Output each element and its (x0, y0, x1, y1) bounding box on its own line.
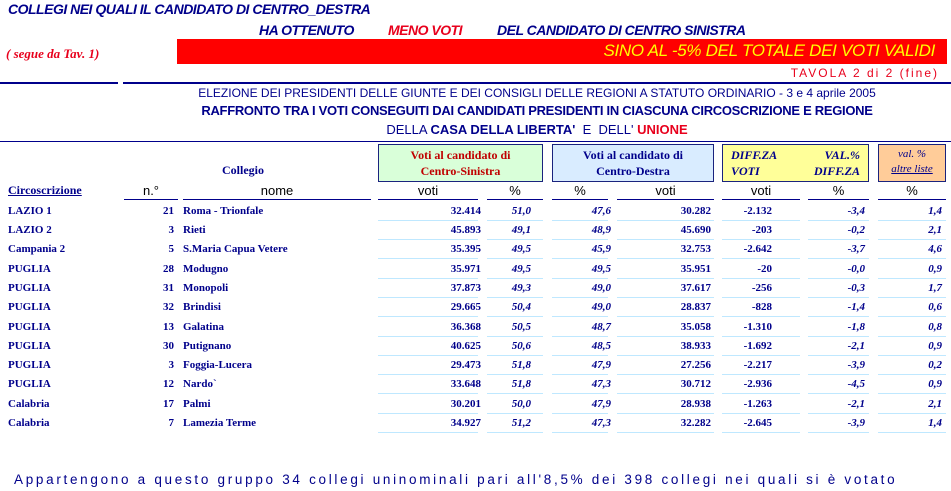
cell-circoscrizione: PUGLIA (8, 301, 51, 313)
cell-n: 17 (163, 398, 174, 410)
cell-voti-cd: 32.282 (680, 417, 711, 429)
cell-nome: Palmi (183, 398, 211, 410)
cell-voti-cs: 32.414 (450, 205, 481, 217)
row-separator (617, 297, 714, 298)
cell-pct-cd: 45,9 (591, 243, 611, 255)
row-separator (808, 297, 869, 298)
row-separator (722, 258, 800, 259)
cell-n: 3 (168, 224, 174, 236)
cell-pct-cs: 49,1 (511, 224, 531, 236)
divider-left (0, 82, 118, 84)
cell-diff-voti: -1.310 (743, 321, 772, 333)
subheader-voti-cd: voti (655, 183, 676, 198)
row-separator (378, 413, 478, 414)
cell-circoscrizione: LAZIO 1 (8, 205, 52, 217)
cell-voti-cs: 45.893 (450, 224, 481, 236)
table-row (0, 279, 951, 298)
row-separator (878, 336, 946, 337)
cell-circoscrizione: Campania 2 (8, 243, 66, 255)
header-centro-destra (552, 144, 714, 182)
cell-circoscrizione: PUGLIA (8, 321, 51, 333)
cell-circoscrizione: PUGLIA (8, 282, 51, 294)
header-cd-line2: Centro-Destra (596, 164, 670, 178)
cell-voti-cd: 28.938 (680, 398, 711, 410)
cell-pct-cs: 51,0 (511, 205, 531, 217)
cell-pct-cs: 51,8 (511, 359, 531, 371)
row-separator (552, 336, 608, 337)
cell-diff-voti: -20 (757, 263, 772, 275)
cell-diff-voti: -203 (751, 224, 772, 236)
row-separator (617, 432, 714, 433)
cell-nome: S.Maria Capua Vetere (183, 243, 288, 255)
row-separator (378, 258, 478, 259)
row-separator (808, 393, 869, 394)
footer-note: Appartengono a questo gruppo 34 collegi uninominali pari all'8,5% dei 398 collegi nei quali si è votato (14, 472, 898, 487)
cell-voti-cd: 35.058 (680, 321, 711, 333)
cell-diff-pct: -3,9 (847, 417, 865, 429)
row-separator (552, 316, 608, 317)
cell-voti-cs: 35.395 (450, 243, 481, 255)
cell-nome: Galatina (183, 321, 224, 333)
cell-nome: Rieti (183, 224, 206, 236)
cell-pct-cs: 50,5 (511, 321, 531, 333)
header-cd-line1: Voti al candidato di (583, 148, 683, 162)
cell-pct-cs: 50,6 (511, 340, 531, 352)
cell-pct-cd: 47,3 (591, 417, 611, 429)
subheader-pct-cs: % (509, 183, 521, 198)
row-separator (552, 220, 608, 221)
row-separator (617, 278, 714, 279)
coalitions-e-dell: E DELL' (575, 122, 638, 137)
cell-nome: Nardo` (183, 378, 217, 390)
election-subtitle: ELEZIONE DEI PRESIDENTI DELLE GIUNTE E DEI CONSIGLI DELLE REGIONI A STATUTO ORDINARIO - 3 e 4 aprile 2005 (198, 86, 876, 100)
cell-nome: Monopoli (183, 282, 229, 294)
cell-n: 28 (163, 263, 174, 275)
table-top-rule (0, 141, 951, 142)
subheader-pct-cd: % (574, 183, 586, 198)
row-separator (487, 316, 543, 317)
header-diff-voti-b: VOTI (731, 164, 760, 178)
divider-right (123, 82, 951, 84)
row-separator (808, 432, 869, 433)
row-separator (617, 220, 714, 221)
cell-pct-cd: 49,5 (591, 263, 611, 275)
row-separator (722, 355, 800, 356)
report-title-meno-voti: MENO VOTI (388, 22, 463, 38)
cell-pct-cd: 47,6 (591, 205, 611, 217)
row-separator (552, 374, 608, 375)
subheader-diff-voti: voti (750, 183, 772, 198)
cell-n: 30 (163, 340, 174, 352)
header-altre-line2: altre liste (891, 163, 933, 175)
cell-circoscrizione: PUGLIA (8, 359, 51, 371)
row-separator (878, 278, 946, 279)
cell-voti-cd: 30.282 (680, 205, 711, 217)
table-row (0, 260, 951, 279)
cell-diff-voti: -1.263 (743, 398, 772, 410)
cell-n: 13 (163, 321, 174, 333)
coalitions-subtitle (123, 122, 951, 137)
row-separator (487, 258, 543, 259)
cell-diff-pct: -0,2 (847, 224, 865, 236)
cell-voti-cs: 30.201 (450, 398, 481, 410)
cell-pct-cd: 48,9 (591, 224, 611, 236)
row-separator (552, 413, 608, 414)
cell-circoscrizione: PUGLIA (8, 378, 51, 390)
cell-diff-pct: -1,8 (847, 321, 865, 333)
rule-n (124, 199, 178, 200)
cell-pct-cs: 50,0 (511, 398, 531, 410)
row-separator (487, 374, 543, 375)
cell-voti-cs: 29.473 (450, 359, 481, 371)
cell-diff-voti: -2.642 (743, 243, 772, 255)
cell-voti-cs: 35.971 (450, 263, 481, 275)
row-separator (378, 220, 478, 221)
cell-diff-voti: -2.645 (743, 417, 772, 429)
cell-voti-cd: 38.933 (680, 340, 711, 352)
header-diff-pct-b: DIFF.ZA (813, 164, 860, 178)
threshold-banner-text: SINO AL -5% DEL TOTALE DEI VOTI VALIDI (603, 41, 935, 60)
cell-pct-cd: 48,5 (591, 340, 611, 352)
row-separator (878, 413, 946, 414)
cell-diff-voti: -828 (751, 301, 772, 313)
cell-altre-pct: 0,9 (928, 263, 942, 275)
subheader-diff-pct: % (832, 183, 845, 198)
row-separator (617, 413, 714, 414)
cell-diff-pct: -3,4 (847, 205, 865, 217)
row-separator (878, 374, 946, 375)
cell-nome: Modugno (183, 263, 229, 275)
row-separator (722, 278, 800, 279)
row-separator (487, 239, 543, 240)
row-separator (808, 413, 869, 414)
row-separator (378, 336, 478, 337)
cell-n: 5 (168, 243, 174, 255)
cell-voti-cs: 29.665 (450, 301, 481, 313)
row-separator (808, 336, 869, 337)
rule-pct-cs (487, 199, 543, 200)
row-separator (808, 220, 869, 221)
row-separator (552, 239, 608, 240)
cell-pct-cd: 47,3 (591, 378, 611, 390)
cell-nome: Brindisi (183, 301, 221, 313)
row-separator (378, 374, 478, 375)
row-separator (808, 278, 869, 279)
cell-diff-voti: -2.217 (743, 359, 772, 371)
row-separator (378, 297, 478, 298)
row-separator (722, 432, 800, 433)
cell-diff-pct: -0,3 (847, 282, 865, 294)
cell-diff-voti: -1.692 (743, 340, 772, 352)
header-collegio: Collegio (222, 163, 264, 177)
cell-n: 12 (163, 378, 174, 390)
cell-n: 31 (163, 282, 174, 294)
row-separator (487, 393, 543, 394)
cell-voti-cd: 35.951 (680, 263, 711, 275)
table-row (0, 375, 951, 394)
row-separator (487, 336, 543, 337)
report-title-centro-sinistra: DEL CANDIDATO DI CENTRO SINISTRA (497, 22, 746, 38)
cell-diff-pct: -2,1 (847, 340, 865, 352)
cell-circoscrizione: LAZIO 2 (8, 224, 52, 236)
row-separator (808, 374, 869, 375)
row-separator (722, 220, 800, 221)
subheader-voti-cs: voti (417, 183, 439, 198)
subheader-altre-pct: % (906, 183, 918, 198)
row-separator (722, 374, 800, 375)
row-separator (378, 355, 478, 356)
report-title-ha-ottenuto: HA OTTENUTO (259, 22, 354, 38)
cell-altre-pct: 0,9 (928, 340, 942, 352)
cell-voti-cd: 30.712 (680, 378, 711, 390)
row-separator (378, 432, 478, 433)
report-title-line1: COLLEGI NEI QUALI IL CANDIDATO DI CENTRO_DESTRA (8, 1, 371, 17)
row-separator (878, 316, 946, 317)
row-separator (487, 220, 543, 221)
cell-diff-pct: -4,5 (847, 378, 865, 390)
rule-voti-cs (378, 199, 478, 200)
table-row (0, 221, 951, 240)
cell-pct-cs: 50,4 (511, 301, 531, 313)
table-row (0, 356, 951, 375)
coalition-unione: UNIONE (637, 122, 688, 137)
rule-diff-pct (808, 199, 869, 200)
cell-circoscrizione: Calabria (8, 398, 50, 410)
cell-altre-pct: 0,6 (928, 301, 942, 313)
cell-altre-pct: 4,6 (928, 243, 942, 255)
row-separator (487, 278, 543, 279)
cell-diff-pct: -3,9 (847, 359, 865, 371)
table-number: TAVOLA 2 di 2 (fine) (790, 66, 939, 80)
row-separator (552, 278, 608, 279)
row-separator (552, 355, 608, 356)
row-separator (878, 239, 946, 240)
rule-pct-cd (552, 199, 608, 200)
row-separator (722, 316, 800, 317)
cell-voti-cs: 36.368 (450, 321, 481, 333)
row-separator (378, 316, 478, 317)
rule-voti-cd (617, 199, 714, 200)
cell-voti-cs: 33.648 (450, 378, 481, 390)
cell-diff-pct: -0,0 (847, 263, 865, 275)
cell-altre-pct: 0,9 (928, 378, 942, 390)
cell-n: 7 (168, 417, 174, 429)
cell-voti-cd: 32.753 (680, 243, 711, 255)
row-separator (878, 432, 946, 433)
table-row (0, 414, 951, 433)
cell-pct-cs: 49,3 (511, 282, 531, 294)
row-separator (808, 239, 869, 240)
cell-altre-pct: 1,4 (928, 205, 942, 217)
row-separator (878, 220, 946, 221)
header-diff-voti-a: DIFF.ZA (731, 148, 778, 162)
table-row (0, 318, 951, 337)
row-separator (808, 258, 869, 259)
cell-altre-pct: 1,7 (928, 282, 942, 294)
cell-pct-cs: 49,5 (511, 243, 531, 255)
row-separator (617, 316, 714, 317)
table-row (0, 240, 951, 259)
row-separator (378, 239, 478, 240)
header-altre-liste (878, 144, 946, 182)
cell-voti-cd: 45.690 (680, 224, 711, 236)
header-altre-line1: val. % (897, 148, 927, 160)
row-separator (878, 297, 946, 298)
cell-pct-cs: 51,2 (511, 417, 531, 429)
cell-voti-cs: 37.873 (450, 282, 481, 294)
table-row (0, 298, 951, 317)
header-circoscrizione: Circoscrizione (8, 183, 82, 197)
cell-pct-cd: 47,9 (591, 398, 611, 410)
cell-circoscrizione: PUGLIA (8, 340, 51, 352)
row-separator (722, 239, 800, 240)
cell-pct-cs: 51,8 (511, 378, 531, 390)
cell-circoscrizione: PUGLIA (8, 263, 51, 275)
header-differenza (722, 144, 869, 182)
cell-altre-pct: 1,4 (928, 417, 942, 429)
cell-diff-voti: -2.936 (743, 378, 772, 390)
cell-diff-voti: -256 (751, 282, 772, 294)
cell-diff-voti: -2.132 (743, 205, 772, 217)
cell-voti-cd: 28.837 (680, 301, 711, 313)
row-separator (722, 413, 800, 414)
cell-voti-cd: 27.256 (680, 359, 711, 371)
cell-nome: Lamezia Terme (183, 417, 257, 429)
table-row (0, 202, 951, 221)
header-cs-line1: Voti al candidato di (410, 148, 511, 162)
coalitions-della: DELLA (386, 122, 431, 137)
cell-altre-pct: 2,1 (928, 398, 942, 410)
header-centro-sinistra (378, 144, 543, 182)
cell-pct-cd: 49,0 (591, 301, 611, 313)
row-separator (808, 355, 869, 356)
row-separator (487, 413, 543, 414)
cell-altre-pct: 0,8 (928, 321, 942, 333)
header-cs-line2: Centro-Sinistra (420, 164, 501, 178)
row-separator (617, 393, 714, 394)
row-separator (552, 297, 608, 298)
cell-pct-cd: 49,0 (591, 282, 611, 294)
row-separator (878, 393, 946, 394)
row-separator (722, 336, 800, 337)
subheader-n: n.° (142, 183, 160, 198)
row-separator (378, 393, 478, 394)
cell-circoscrizione: Calabria (8, 417, 50, 429)
cell-n: 21 (163, 205, 174, 217)
cell-voti-cd: 37.617 (680, 282, 711, 294)
row-separator (378, 278, 478, 279)
row-separator (552, 258, 608, 259)
table-row (0, 395, 951, 414)
cell-diff-pct: -2,1 (847, 398, 865, 410)
segue-note: ( segue da Tav. 1) (6, 46, 100, 61)
header-diff-pct-a: VAL.% (824, 148, 860, 162)
subheader-nome: nome (260, 183, 294, 198)
cell-voti-cs: 34.927 (450, 417, 481, 429)
cell-nome: Foggia-Lucera (183, 359, 253, 371)
cell-nome: Putignano (183, 340, 232, 352)
row-separator (878, 355, 946, 356)
coalition-cdl: CASA DELLA LIBERTA' (430, 122, 576, 137)
cell-voti-cs: 40.625 (450, 340, 481, 352)
row-separator (552, 432, 608, 433)
row-separator (617, 239, 714, 240)
cell-diff-pct: -3,7 (847, 243, 865, 255)
row-separator (878, 258, 946, 259)
cell-nome: Roma - Trionfale (183, 205, 264, 217)
cell-diff-pct: -1,4 (847, 301, 865, 313)
row-separator (487, 297, 543, 298)
threshold-banner (177, 39, 947, 64)
cell-pct-cd: 48,7 (591, 321, 611, 333)
rule-altre-pct (878, 199, 946, 200)
row-separator (487, 355, 543, 356)
cell-pct-cd: 47,9 (591, 359, 611, 371)
cell-pct-cs: 49,5 (511, 263, 531, 275)
table-row (0, 337, 951, 356)
row-separator (722, 393, 800, 394)
row-separator (617, 258, 714, 259)
row-separator (552, 393, 608, 394)
rule-nome (183, 199, 371, 200)
row-separator (617, 374, 714, 375)
cell-n: 32 (163, 301, 174, 313)
cell-n: 3 (168, 359, 174, 371)
row-separator (487, 432, 543, 433)
row-separator (617, 355, 714, 356)
rule-diff-voti (722, 199, 800, 200)
cell-altre-pct: 0,2 (928, 359, 942, 371)
cell-altre-pct: 2,1 (928, 224, 942, 236)
comparison-subtitle: RAFFRONTO TRA I VOTI CONSEGUITI DAI CANDIDATI PRESIDENTI IN CIASCUNA CIRCOSCRIZIONE E REGIONE (201, 103, 873, 118)
row-separator (617, 336, 714, 337)
row-separator (808, 316, 869, 317)
row-separator (722, 297, 800, 298)
